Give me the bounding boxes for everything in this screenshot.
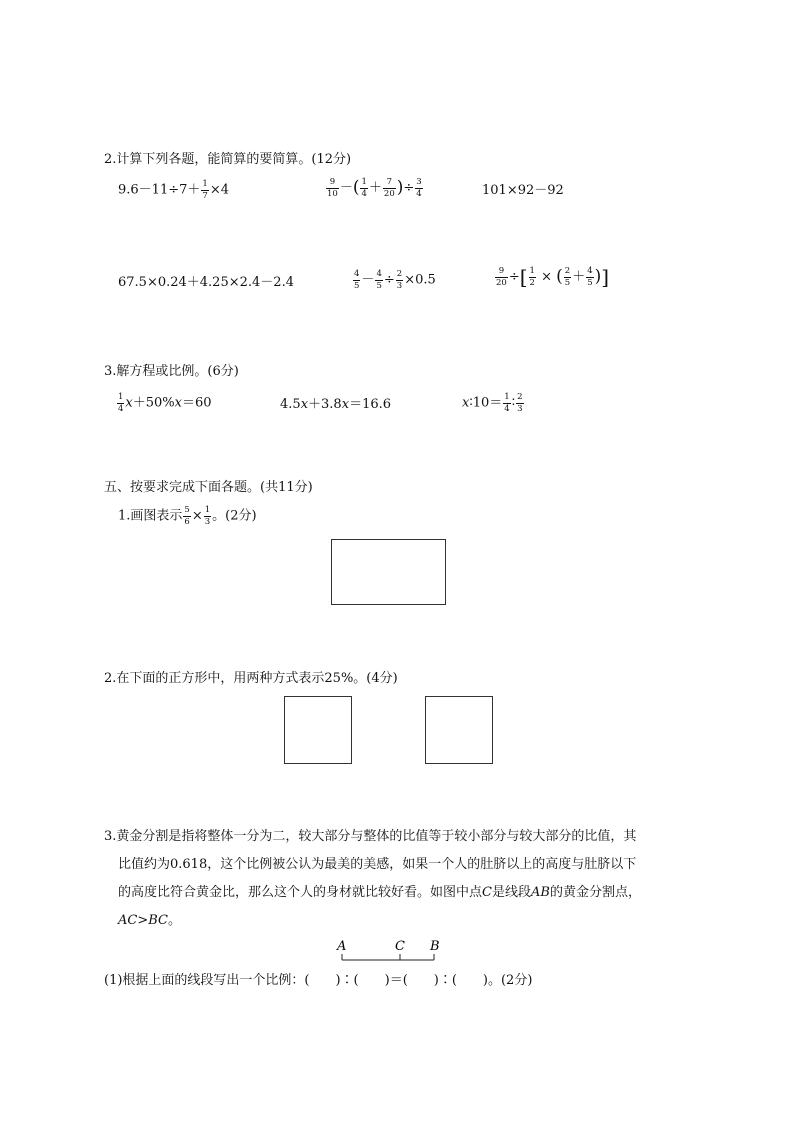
q3-equation-3: x∶10＝ $\frac{1}{4}$ ∶ $\frac{2}{3}$ — [462, 392, 523, 414]
section-5-heading: 五、按要求完成下面各题。(共11分) — [104, 480, 313, 495]
s5-q1-prompt: 1.画图表示 $\frac{5}{6}$ × $\frac{1}{3}$ 。(2分) — [118, 505, 257, 527]
drawing-rectangle — [331, 539, 446, 605]
s5-q2-prompt: 2.在下面的正方形中，用两种方式表示25%。(4分) — [104, 671, 398, 686]
label-b: B — [430, 939, 440, 954]
s5-q3-line-1: 3.黄金分割是指将整体一分为二，较大部分与整体的比值等于较小部分与较大部分的比值，其 — [104, 829, 637, 844]
s5-q3-line-3: 的高度比符合黄金比，那么这个人的身材就比较好看。如图中点C是线段AB的黄金分割点， — [118, 885, 641, 900]
s5-q3-line-2: 比值约为0.618，这个比例被公认为最美的美感，如果一个人的肚脐以上的高度与肚脐以下 — [118, 857, 637, 872]
q2-problem-2: $\frac{9}{10}$ －( $\frac{1}{4}$ ＋ $\frac{7}{20}$ )÷ $\frac{3}{4}$ — [327, 177, 422, 199]
q2-problem-5: $\frac{4}{5}$ － $\frac{4}{5}$ ÷ $\frac{2}{3}$ ×0.5 — [354, 269, 436, 291]
label-a: A — [337, 939, 347, 954]
q3-equation-2: 4.5x＋3.8x＝16.6 — [280, 397, 392, 412]
fraction: $\frac{1}{7}$ — [202, 179, 208, 201]
q2-problem-6: $\frac{9}{20}$ ÷[ $\frac{1}{2}$ × ( $\frac{2}{5}$ ＋ $\frac{4}{5}$ )] — [496, 265, 610, 289]
q3-equation-1: $\frac{1}{4}$ x＋50%x＝60 — [118, 392, 212, 414]
label-c: C — [395, 939, 405, 954]
square-1 — [284, 696, 352, 764]
s5-q3-line-4: AC>BC。 — [118, 913, 182, 928]
q2-problem-3: 101×92－92 — [482, 183, 564, 198]
q2-problem-4: 67.5×0.24＋4.25×2.4－2.4 — [118, 275, 294, 290]
s5-q3-sub1: (1)根据上面的线段写出一个比例：( )∶( )＝( )∶( )。(2分) — [104, 973, 533, 988]
square-2 — [425, 696, 493, 764]
q3-heading: 3.解方程或比例。(6分) — [104, 364, 239, 379]
q2-heading: 2.计算下列各题，能简算的要简算。(12分) — [104, 152, 352, 167]
segment-ab-diagram — [330, 938, 450, 966]
q2-problem-1: 9.6－11÷7＋ $\frac{1}{7}$ ×4 — [118, 179, 229, 201]
